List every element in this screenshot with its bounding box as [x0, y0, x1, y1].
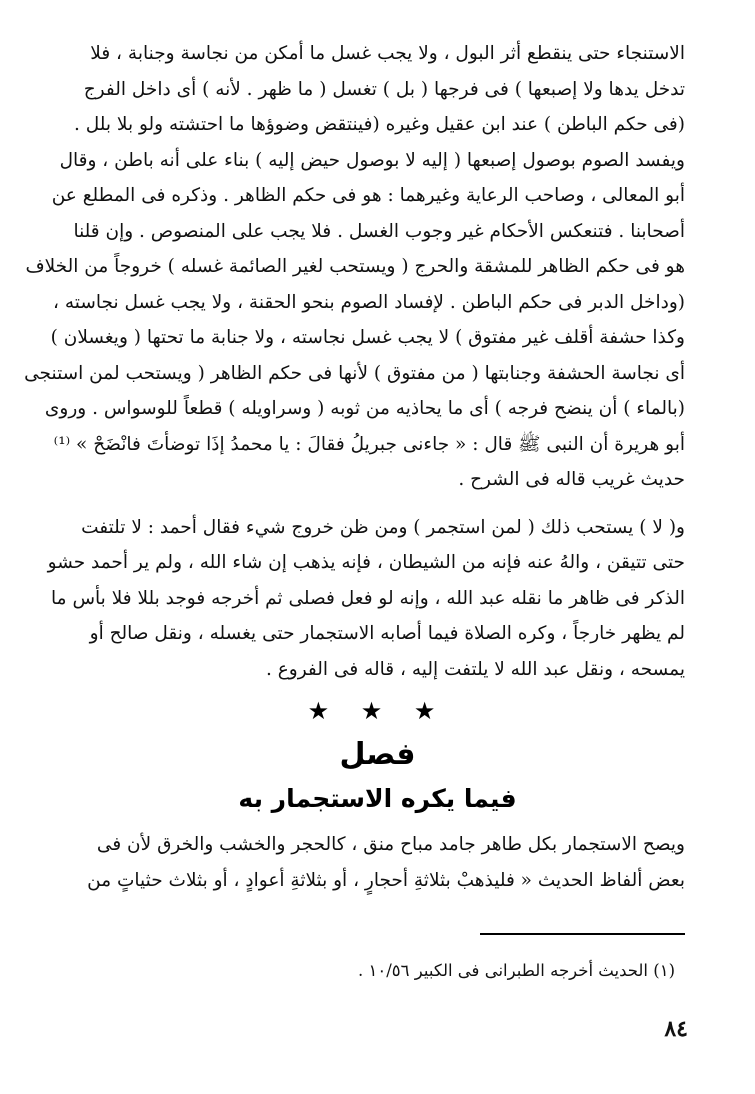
- text-line: الذكر فى ظاهر ما نقله عبد الله ، وإنه لو فعل فصلى ثم أخرجه فوجد بللا فلا بأس ما: [51, 587, 685, 609]
- text-line: (وداخل الدبر فى حكم الباطن . لإفساد الصوم بنحو الحقنة ، ولا يجب غسل نجاسته ،: [53, 291, 685, 313]
- text-line: ويفسد الصوم بوصول إصبعها ( إليه لا بوصول حيض إليه ) بناء على أنه باطن ، وقال: [59, 149, 685, 171]
- text-line: لم يظهر خارجاً ، وكره الصلاة فيما أصابه الاستجمار حتى يغسله ، ونقل صالح أو: [89, 623, 685, 644]
- page-number: ٨٤: [664, 1016, 688, 1042]
- section-heading: فصل: [339, 737, 416, 772]
- paragraph-gap: [70, 498, 685, 510]
- text-line: وكذا حشفة أقلف غير مفتوق ) لا يجب غسل نجاسته ، ولا جنابة ما تحتها ( ويغسلان ): [50, 327, 685, 348]
- text-line: الاستنجاء حتى ينقطع أثر البول ، ولا يجب غسل ما أمكن من نجاسة وجنابة ، فلا: [90, 43, 685, 64]
- text-line: أصحابنا . فتنعكس الأحكام غير وجوب الغسل . فلا يجب على المنصوص . وإن قلنا: [73, 220, 685, 242]
- text-line: أبو هريرة أن النبى ﷺ قال : « جاءنى جبريلُ فقالَ : يا محمدُ إذَا توضأتَ فانْضَحْ » ⁽¹⁾: [53, 433, 685, 455]
- text-line: هو فى حكم الظاهر للمشقة والحرج ( ويستحب لغير الصائمة غسله ) خروجاً من الخلاف: [25, 256, 685, 277]
- text-line: حتى تتيقن ، والهُ عنه فإنه من الشيطان ، فإنه يذهب إن شاء الله ، ولم ير أحمد حشو: [47, 552, 685, 573]
- text-line: تدخل يدها ولا إصبعها ) فى فرجها ( بل ) تغسل ( ما ظهر . لأنه ) أى داخل الفرج: [83, 78, 685, 100]
- text-line: أبو المعالى ، وصاحب الرعاية وغيرهما : هو فى حكم الظاهر . وذكره فى المطلع عن: [51, 185, 685, 206]
- text-line: يمسحه ، ونقل عبد الله لا يلتفت إليه ، قاله فى الفروع .: [265, 658, 685, 680]
- section-subheading: فيما يكره الاستجمار به: [238, 784, 517, 813]
- text-line: ويصح الاستجمار بكل طاهر جامد مباح منق ، كالحجر والخشب والخرق لأن فى: [96, 834, 685, 855]
- text-line: أى نجاسة الحشفة وجنابتها ( من مفتوق ) لأنها فى حكم الظاهر ( ويستحب لمن استنجى: [24, 362, 685, 384]
- page-body: [24, 36, 685, 898]
- footnote: (١) الحديث أخرجه الطبرانى فى الكبير ١٠/٥٦ .: [358, 961, 675, 980]
- section-separator: ★ ★ ★: [307, 697, 448, 725]
- text-line: بعض ألفاظ الحديث « فليذهبْ بثلاثةِ أحجارٍ ، أو بثلاثةِ أعوادٍ ، أو بثلاث حثياتٍ من: [87, 869, 685, 891]
- footnote-divider: [480, 933, 685, 935]
- text-line: حديث غريب قاله فى الشرح .: [458, 469, 685, 490]
- text-line: (بالماء ) أن ينضح فرجه ) أى ما يحاذيه من ثوبه ( وسراويله ) قطعاً للوسواس . وروى: [44, 398, 685, 419]
- paragraph-1: [24, 36, 685, 498]
- paragraph-3: [70, 827, 685, 898]
- paragraph-2: [47, 510, 685, 688]
- text-line: (فى حكم الباطن ) عند ابن عقيل وغيره (فينتقض وضوؤها ما احتشته ولو بلا بلل .: [73, 114, 685, 135]
- text-line: و( لا ) يستحب ذلك ( لمن استجمر ) ومن ظن خروج شيء فقال أحمد : لا تلتفت: [81, 516, 685, 538]
